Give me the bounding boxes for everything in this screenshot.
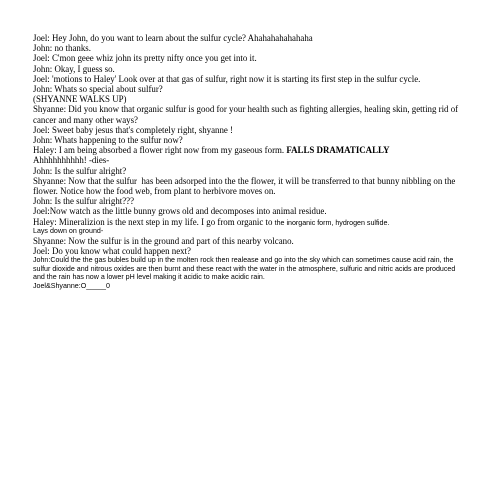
dialogue-text: Haley: I am being absorbed a flower right now from my gaseous form.: [33, 145, 287, 156]
dialogue-line: John: Okay, I guess so.: [33, 63, 115, 74]
script-document: [33, 33, 463, 291]
dialogue-line: John:Could the the gas bubles build up in the molten rock then realease and go into the sky which can sometimes cause acid rain, the sulfur dioxide and nitrous oxides are then burnt and these react with the water in the atmosphere, sulfuric and nitric acids are produced and the rain has now a lower pH level making it acidic to make acidic rain.: [33, 256, 458, 282]
dialogue-line: Shyanne: Now the sulfur is in the ground and part of this nearby volcano.: [33, 235, 294, 246]
dialogue-line: Shyanne: Did you know that organic sulfur is good for your health such as fighting allergies, healing skin, getting rid of cancer and many other ways?: [33, 104, 461, 125]
dialogue-line: Joel: C'mon geee whiz john its pretty nifty once you get into it.: [33, 53, 257, 64]
dialogue-line: [33, 145, 463, 155]
dialogue-line: Joel&Shyanne:O_____0: [33, 282, 110, 291]
dialogue-line: [33, 217, 463, 228]
dialogue-text: Haley: Mineralizion is the next step in my life. I go from organic to: [33, 216, 275, 227]
dialogue-text-sans: the inorganic form, hydrogen sulfide.: [274, 218, 390, 227]
dialogue-line: John: Whats happening to the sulfur now?: [33, 135, 183, 146]
dialogue-line: Shyanne: Now that the sulfur has been adsorped into the the flower, it will be transferred to that bunny nibbling on the flower. Notice how the food web, from plant to herbivore moves on.: [33, 175, 458, 197]
dialogue-line: Joel: Sweet baby jesus that's completely right, shyanne !: [33, 124, 234, 135]
dialogue-line: John: Is the sulfur alright???: [33, 196, 135, 207]
bold-stage-direction: FALLS DRAMATICALLY: [286, 145, 390, 156]
dialogue-line: Ahhhhhhhhhh! -dies-: [33, 155, 110, 166]
dialogue-line: John: no thanks.: [33, 43, 91, 54]
dialogue-line: Joel: 'motions to Haley' Look over at that gas of sulfur, right now it is starting its first step in the sulfur cycle.: [33, 73, 421, 84]
dialogue-line: John: Whats so special about sulfur?: [33, 84, 163, 95]
dialogue-line: Joel:Now watch as the little bunny grows old and decomposes into animal residue.: [33, 206, 327, 217]
dialogue-line: John: Is the sulfur alright?: [33, 165, 127, 176]
stage-direction: (SHYANNE WALKS UP): [33, 94, 127, 105]
dialogue-line: Joel: Hey John, do you want to learn about the sulfur cycle? Ahahahahahahaha: [33, 33, 313, 43]
dialogue-line: Joel: Do you know what could happen next?: [33, 246, 191, 257]
stage-direction: Lays down on ground-: [33, 227, 104, 236]
